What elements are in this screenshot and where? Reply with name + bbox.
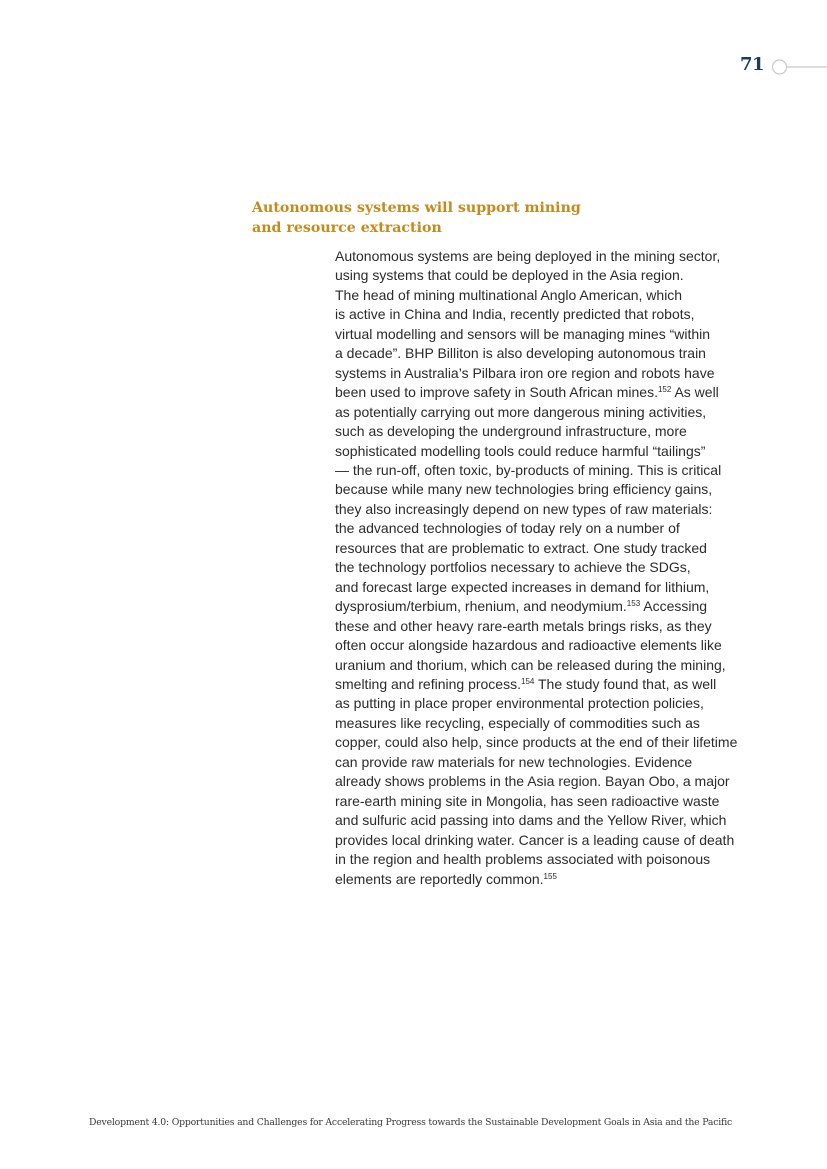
section-heading-line: Autonomous systems will support mining xyxy=(252,200,581,216)
body-line: systems in Australia’s Pilbara iron ore region and robots have xyxy=(335,364,715,381)
body-line: these and other heavy rare-earth metals brings risks, as they xyxy=(335,617,712,634)
body-line: using systems that could be deployed in the Asia region. xyxy=(335,267,684,284)
body-line: a decade”. BHP Billiton is also developing autonomous train xyxy=(335,345,706,362)
body-line-text: dysprosium/terbium, rhenium, and neodymium. xyxy=(335,598,627,615)
page-number: 71 xyxy=(740,54,765,75)
body-line: — the run-off, often toxic, by-products of mining. This is critical xyxy=(335,461,722,478)
body-line: is active in China and India, recently predicted that robots, xyxy=(335,306,695,323)
body-line: because while many new technologies bring efficiency gains, xyxy=(335,481,713,498)
body-line: measures like recycling, especially of commodities such as xyxy=(335,714,700,731)
body-line xyxy=(335,675,765,694)
section-heading-line: and resource extraction xyxy=(252,220,442,236)
body-line: the technology portfolios necessary to achieve the SDGs, xyxy=(335,559,691,576)
section-heading xyxy=(252,198,592,238)
page-footer: Development 4.0: Opportunities and Challenges for Accelerating Progress towards the Sustainable Development Goals in Asia and the Pacific xyxy=(89,1117,733,1128)
body-line: Autonomous systems are being deployed in the mining sector, xyxy=(335,248,721,264)
footnote-ref: 155 xyxy=(543,871,557,881)
body-line: virtual modelling and sensors will be managing mines “within xyxy=(335,325,711,342)
footnote-ref: 153 xyxy=(626,599,641,609)
footnote-ref: 154 xyxy=(521,676,535,686)
body-line-text: smelting and refining process. xyxy=(335,675,521,692)
body-line-text: elements are reportedly common. xyxy=(335,870,544,887)
footnote-ref: 152 xyxy=(657,385,672,395)
body-paragraph xyxy=(335,247,765,889)
body-line: copper, could also help, since products at the end of their lifetime xyxy=(335,734,738,751)
body-line: can provide raw materials for new technologies. Evidence xyxy=(335,753,693,770)
body-line-tail: As well xyxy=(671,384,719,401)
body-line: provides local drinking water. Cancer is a leading cause of death xyxy=(335,831,735,848)
body-line: as putting in place proper environmental protection policies, xyxy=(335,695,704,712)
body-line: in the region and health problems associated with poisonous xyxy=(335,851,711,868)
page-marker-icon xyxy=(771,59,827,75)
body-line-tail: Accessing xyxy=(640,598,708,615)
body-line-text: been used to improve safety in South African mines. xyxy=(335,384,658,401)
body-line: uranium and thorium, which can be released during the mining, xyxy=(335,656,726,673)
body-line-tail: The study found that, as well xyxy=(534,675,717,692)
body-line: already shows problems in the Asia region. Bayan Obo, a major xyxy=(335,773,730,790)
body-line: they also increasingly depend on new types of raw materials: xyxy=(335,500,713,517)
body-line xyxy=(335,870,765,889)
body-line xyxy=(335,383,765,402)
body-line: resources that are problematic to extract. One study tracked xyxy=(335,539,707,556)
body-line: The head of mining multinational Anglo American, which xyxy=(335,286,683,303)
body-line: the advanced technologies of today rely on a number of xyxy=(335,520,680,537)
body-line: as potentially carrying out more dangerous mining activities, xyxy=(335,403,707,420)
body-line: and forecast large expected increases in demand for lithium, xyxy=(335,578,710,595)
body-line: and sulfuric acid passing into dams and the Yellow River, which xyxy=(335,812,727,829)
body-line: rare-earth mining site in Mongolia, has seen radioactive waste xyxy=(335,792,720,809)
body-line: often occur alongside hazardous and radioactive elements like xyxy=(335,637,722,654)
body-line: such as developing the underground infrastructure, more xyxy=(335,423,687,440)
body-line xyxy=(335,597,765,616)
body-line: sophisticated modelling tools could reduce harmful “tailings” xyxy=(335,442,706,459)
